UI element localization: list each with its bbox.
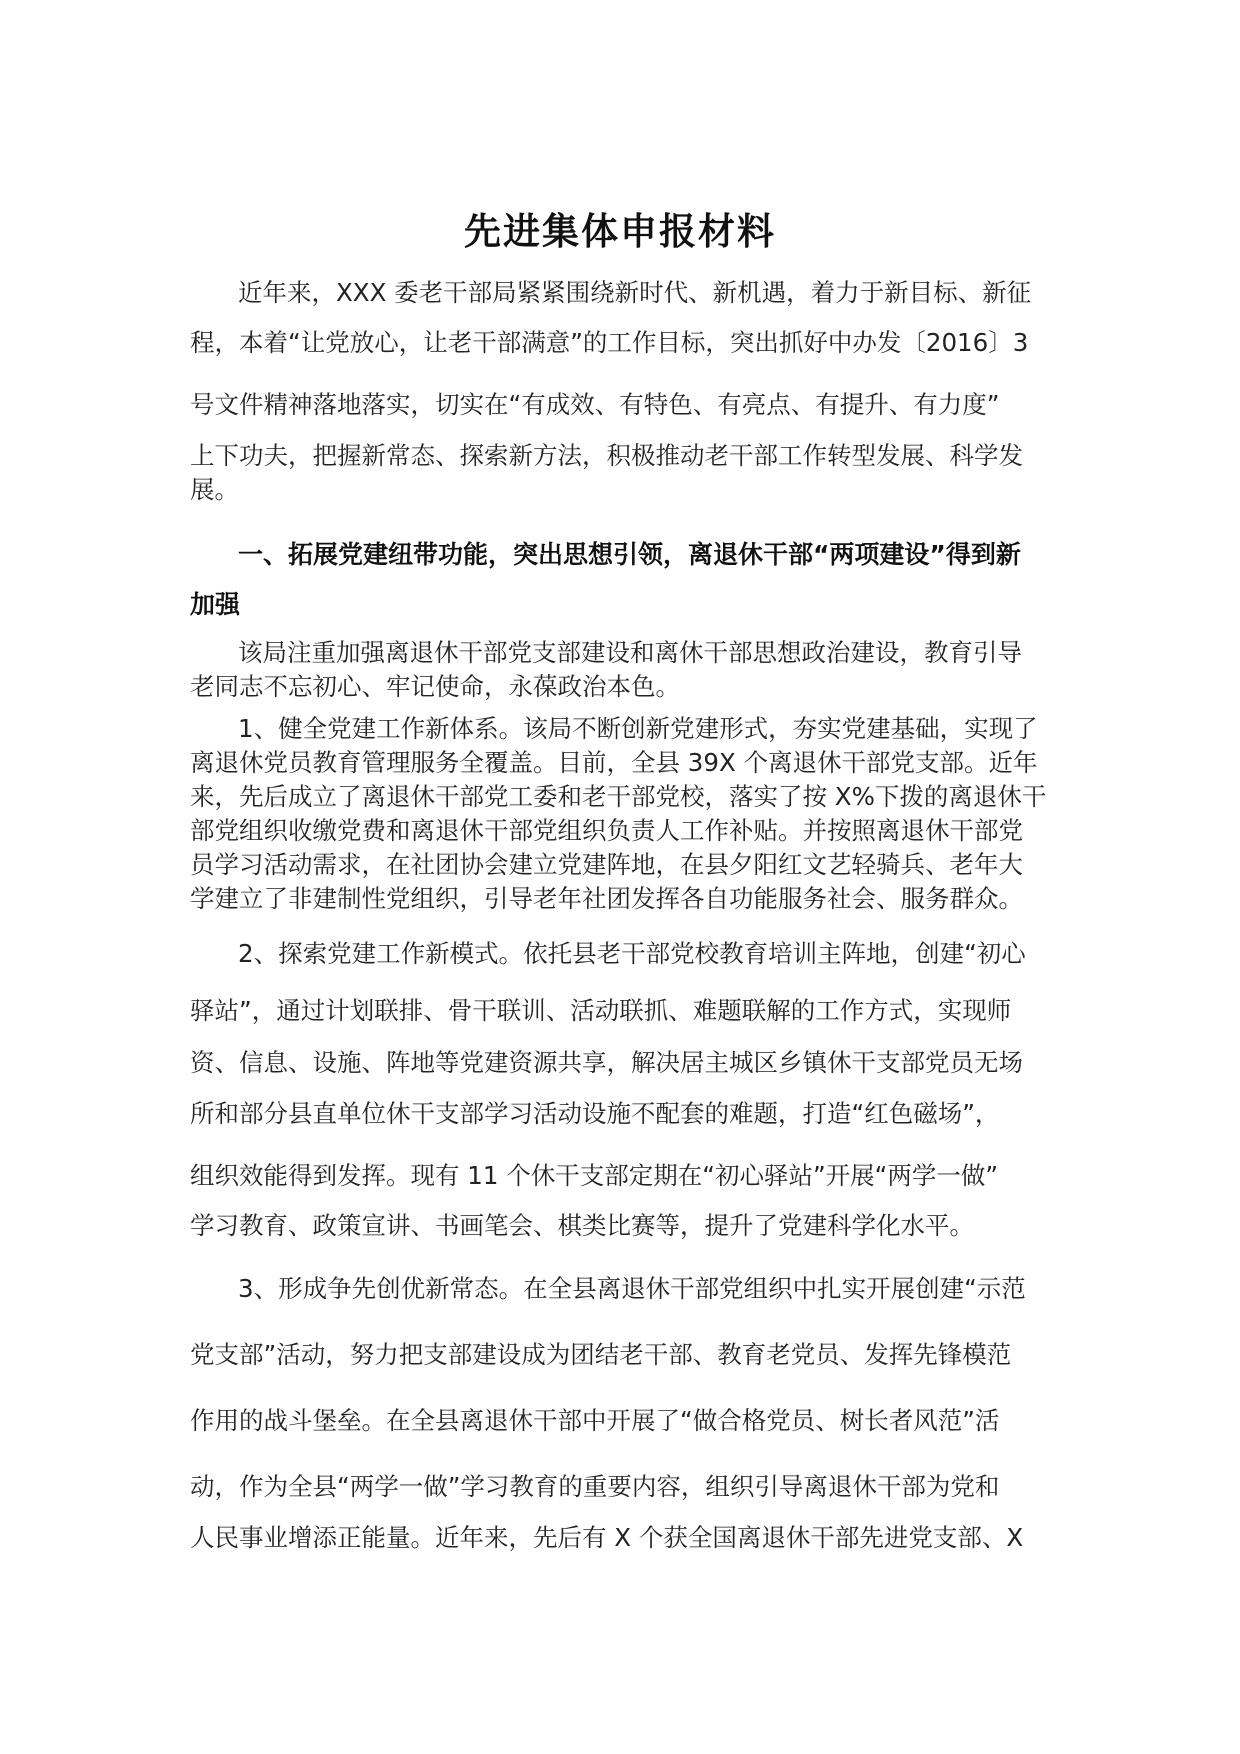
paragraph-line: 驿站”，通过计划联排、骨干联训、活动联抓、难题联解的工作方式，实现师 <box>190 996 1012 1025</box>
paragraph-line: 号文件精神落地落实，切实在“有成效、有特色、有亮点、有提升、有力度” <box>190 390 1000 419</box>
paragraph-line: 来，先后成立了离退休干部党工委和老干部党校，落实了按 X%下拨的离退休干 <box>190 782 1047 811</box>
paragraph-line: 资、信息、设施、阵地等党建资源共享，解决居主城区乡镇休干支部党员无场 <box>190 1048 1023 1077</box>
paragraph-line: 作用的战斗堡垒。在全县离退休干部中开展了“做合格党员、树长者风范”活 <box>190 1406 1000 1435</box>
paragraph-line: 程，本着“让党放心，让老干部满意”的工作目标，突出抓好中办发〔2016〕3 <box>190 328 1029 357</box>
paragraph-line: 员学习活动需求，在社团协会建立党建阵地，在县夕阳红文艺轻骑兵、老年大 <box>190 850 1023 879</box>
document-title: 先进集体申报材料 <box>464 210 776 253</box>
paragraph-line: 学习教育、政策宣讲、书画笔会、棋类比赛等，提升了党建科学化水平。 <box>190 1211 974 1240</box>
paragraph-line: 2、探索党建工作新模式。依托县老干部党校教育培训主阵地，创建“初心 <box>238 939 1026 968</box>
paragraph-line: 离退休党员教育管理服务全覆盖。目前，全县 39X 个离退休干部党支部。近年 <box>190 748 1038 777</box>
paragraph-line: 3、形成争先创优新常态。在全县离退休干部党组织中扎实开展创建“示范 <box>238 1274 1026 1303</box>
section-heading: 加强 <box>190 590 241 619</box>
paragraph-line: 人民事业增添正能量。近年来，先后有 X 个获全国离退休干部先进党支部、X <box>190 1523 1024 1552</box>
paragraph-line: 1、健全党建工作新体系。该局不断创新党建形式，夯实党建基础，实现了 <box>238 714 1038 743</box>
paragraph-line: 展。 <box>190 475 239 504</box>
paragraph-line: 党支部”活动，努力把支部建设成为团结老干部、教育老党员、发挥先锋模范 <box>190 1340 1012 1369</box>
paragraph-line: 学建立了非建制性党组织，引导老年社团发挥各自功能服务社会、服务群众。 <box>190 884 1023 913</box>
paragraph-line: 部党组织收缴党费和离退休干部党组织负责人工作补贴。并按照离退休干部党 <box>190 816 1023 845</box>
paragraph-line: 组织效能得到发挥。现有 11 个休干支部定期在“初心驿站”开展“两学一做” <box>190 1161 999 1190</box>
paragraph-line: 老同志不忘初心、牢记使命，永葆政治本色。 <box>190 672 680 701</box>
paragraph-line: 近年来，XXX 委老干部局紧紧围绕新时代、新机遇，着力于新目标、新征 <box>238 278 1032 307</box>
paragraph-line: 动，作为全县“两学一做”学习教育的重要内容，组织引导离退休干部为党和 <box>190 1472 1000 1501</box>
paragraph-line: 所和部分县直单位休干支部学习活动设施不配套的难题，打造“红色磁场”， <box>190 1099 1000 1128</box>
paragraph-line: 上下功夫，把握新常态、探索新方法，积极推动老干部工作转型发展、科学发 <box>190 441 1023 470</box>
paragraph-line: 该局注重加强离退休干部党支部建设和离休干部思想政治建设，教育引导 <box>238 638 1022 667</box>
section-heading: 一、拓展党建纽带功能，突出思想引领，离退休干部“两项建设”得到新 <box>238 540 1021 569</box>
